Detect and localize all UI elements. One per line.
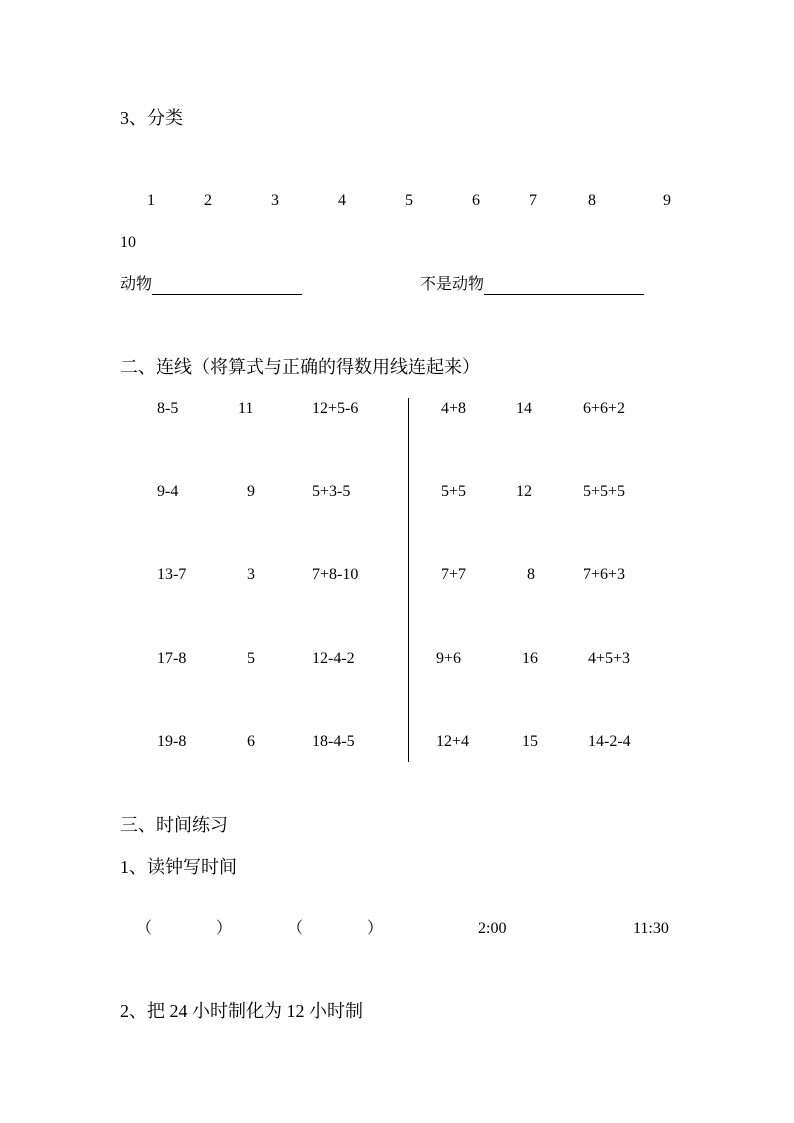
left-number: 6 xyxy=(247,733,255,750)
left-expr: 13-7 xyxy=(157,566,187,583)
not-animals-label: 不是动物 xyxy=(420,276,485,293)
time-label-1: 2:00 xyxy=(478,920,507,937)
right-number: 15 xyxy=(522,733,538,750)
right-expr: 12+4 xyxy=(436,733,470,750)
right-expr2: 7+6+3 xyxy=(583,566,626,583)
left-expr: 17-8 xyxy=(157,650,187,667)
number-7: 7 xyxy=(529,192,537,209)
left-expr: 8-5 xyxy=(157,400,179,417)
left-number: 3 xyxy=(247,566,255,583)
number-2: 2 xyxy=(204,192,212,209)
right-number: 16 xyxy=(522,650,538,667)
right-expr: 9+6 xyxy=(436,650,462,667)
answer-paren-close-1: ） xyxy=(216,920,233,937)
answer-paren-close-2: ） xyxy=(367,920,384,937)
number-10: 10 xyxy=(120,234,136,251)
right-number: 14 xyxy=(516,400,532,417)
animals-answer-line xyxy=(120,275,302,295)
left-number: 11 xyxy=(238,400,254,417)
right-number: 8 xyxy=(527,566,535,583)
left-expr2: 7+8-10 xyxy=(312,566,359,583)
answer-paren-open-2: （ xyxy=(287,920,304,937)
right-expr2: 5+5+5 xyxy=(583,483,626,500)
right-expr2: 6+6+2 xyxy=(583,400,626,417)
section-3-title: 3、分类 xyxy=(120,108,183,128)
number-4: 4 xyxy=(338,192,346,209)
left-expr: 19-8 xyxy=(157,733,187,750)
number-9: 9 xyxy=(663,192,671,209)
right-expr: 5+5 xyxy=(441,483,467,500)
left-expr2: 12-4-2 xyxy=(312,650,355,667)
question-2-title: 2、把 24 小时制化为 12 小时制 xyxy=(120,1001,363,1021)
answer-paren-open-1: （ xyxy=(136,920,153,937)
time-label-2: 11:30 xyxy=(633,920,669,937)
animals-label: 动物 xyxy=(120,276,153,293)
column-divider xyxy=(408,398,409,762)
right-number: 12 xyxy=(516,483,532,500)
right-expr: 4+8 xyxy=(441,400,467,417)
right-expr: 7+7 xyxy=(441,566,467,583)
matching-section-title: 二、连线（将算式与正确的得数用线连起来） xyxy=(120,357,480,377)
animals-blank[interactable] xyxy=(152,278,302,295)
time-section-title: 三、时间练习 xyxy=(120,815,228,835)
left-expr2: 18-4-5 xyxy=(312,733,355,750)
number-6: 6 xyxy=(472,192,480,209)
not-animals-answer-line xyxy=(420,275,644,295)
left-number: 9 xyxy=(247,483,255,500)
question-1-title: 1、读钟写时间 xyxy=(120,857,237,877)
right-expr2: 14-2-4 xyxy=(588,733,631,750)
number-3: 3 xyxy=(271,192,279,209)
left-expr2: 12+5-6 xyxy=(312,400,359,417)
left-expr: 9-4 xyxy=(157,483,179,500)
left-expr2: 5+3-5 xyxy=(312,483,351,500)
not-animals-blank[interactable] xyxy=(484,278,644,295)
left-number: 5 xyxy=(247,650,255,667)
number-8: 8 xyxy=(588,192,596,209)
right-expr2: 4+5+3 xyxy=(588,650,631,667)
number-1: 1 xyxy=(147,192,155,209)
number-5: 5 xyxy=(405,192,413,209)
